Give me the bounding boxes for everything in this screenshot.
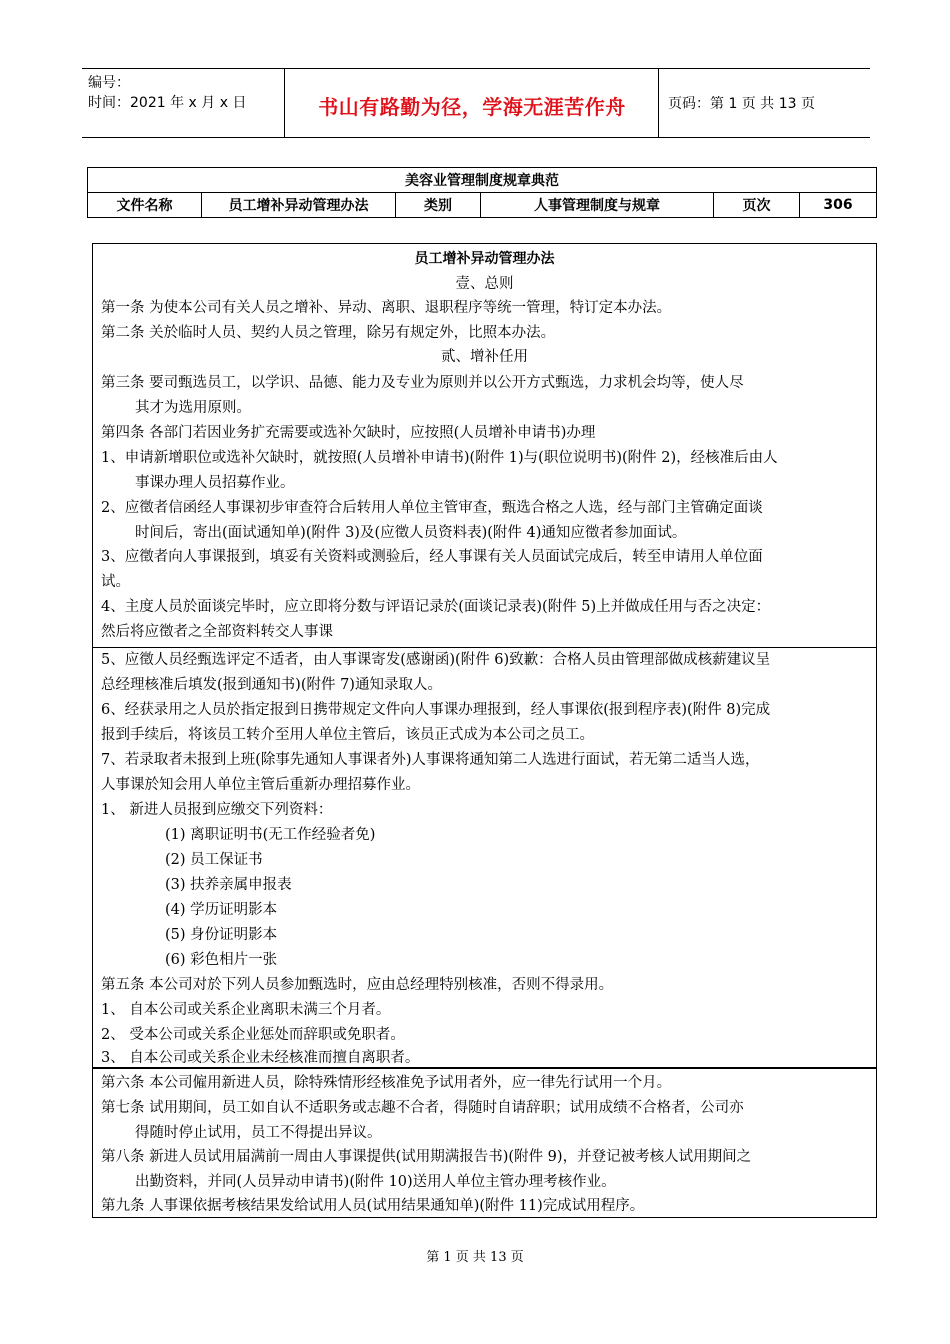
list-item: (4) 学历证明影本 <box>165 902 278 918</box>
article-3: 第三条 要司甄选员工，以学识、品德、能力及专业为原则并以公开方式甄选，力求机会均等，使人尽 <box>101 375 744 391</box>
article-3-cont: 其才为选用原则。 <box>135 400 251 416</box>
content-section-1 <box>92 243 877 648</box>
header-page-info: 页码：第 1 页 共 13 页 <box>668 96 815 112</box>
content-section-2 <box>92 648 877 1068</box>
item-1-cont: 事课办理人员招募作业。 <box>135 475 295 491</box>
list-item: (2) 员工保证书 <box>165 852 263 868</box>
item-7-cont: 人事课於知会用人单位主管后重新办理招募作业。 <box>101 777 420 793</box>
document-title: 员工增补异动管理办法 <box>414 251 555 267</box>
item-7: 7、若录取者未报到上班(除事先通知人事课者外)人事课将通知第二人选进行面试，若无第二适当人选， <box>101 752 760 768</box>
item-3: 3、应徵者向人事课报到，填妥有关资料或测验后，经人事课有关人员面试完成后，转至申请用人单位面 <box>101 549 763 565</box>
category-value: 人事管理制度与规章 <box>481 193 714 218</box>
item-2-cont: 时间后，寄出(面试通知单)(附件 3)及(应徵人员资料表)(附件 4)通知应徵者参加面试。 <box>135 525 687 541</box>
file-name-label: 文件名称 <box>88 193 202 218</box>
article-5: 第五条 本公司对於下列人员参加甄选时，应由总经理特别核准，否则不得录用。 <box>101 977 614 993</box>
item-6: 6、经获录用之人员於指定报到日携带规定文件向人事课办理报到，经人事课依(报到程序表)(附件 8)完成 <box>101 702 771 718</box>
item-5: 5、应徵人员经甄选评定不适者，由人事课寄发(感谢函)(附件 6)致歉：合格人员由管理部做成核薪建议呈 <box>101 652 771 668</box>
section-heading: 壹、总则 <box>455 276 514 292</box>
article-7-cont: 得随时停止试用，员工不得提出异议。 <box>135 1125 382 1141</box>
exception-item: 1、 自本公司或关系企业离职未满三个月者。 <box>101 1002 391 1018</box>
item-1: 1、申请新增职位或选补欠缺时，就按照(人员增补申请书)(附件 1)与(职位说明书)(附件 2)，经核准后由人 <box>101 450 778 466</box>
item-4: 4、主度人员於面谈完毕时，应立即将分数与评语记录於(面谈记录表)(附件 5)上并做成任用与否之决定： <box>101 599 771 615</box>
page-label: 页次 <box>714 193 800 218</box>
exception-item: 3、 自本公司或关系企业未经核准而擅自离职者。 <box>101 1050 420 1066</box>
page-footer: 第 1 页 共 13 页 <box>426 1250 524 1265</box>
article-1: 第一条 为使本公司有关人员之增补、异动、离职、退职程序等统一管理，特订定本办法。 <box>101 300 672 316</box>
header-divider <box>658 69 659 137</box>
item-3-cont: 试。 <box>101 574 130 590</box>
list-item: (5) 身份证明影本 <box>165 927 278 943</box>
page-number-value: 306 <box>800 193 877 218</box>
page-header <box>82 68 870 138</box>
item-5-cont: 总经理核准后填发(报到通知书)(附件 7)通知录取人。 <box>101 677 442 693</box>
category-label: 类别 <box>396 193 481 218</box>
item-2: 2、应徵者信函经人事课初步审查符合后转用人单位主管审查，甄选合格之人选，经与部门主管确定面谈 <box>101 500 763 516</box>
article-9: 第九条 人事课依据考核结果发给试用人员(试用结果通知单)(附件 11)完成试用程序。 <box>101 1198 645 1214</box>
list-item: (6) 彩色相片一张 <box>165 952 278 968</box>
list-item: (1) 离职证明书(无工作经验者免) <box>165 827 376 843</box>
document-date: 时间：2021 年 x 月 x 日 <box>88 95 247 111</box>
header-meta <box>88 73 246 113</box>
article-8: 第八条 新进人员试用届满前一周由人事课提供(试用期满报告书)(附件 9)，并登记被考核人试用期间之 <box>101 1149 752 1165</box>
exception-item: 2、 受本公司或关系企业惩处而辞职或免职者。 <box>101 1027 405 1043</box>
article-6: 第六条 本公司僱用新进人员，除特殊情形经核准免予试用者外，应一律先行试用一个月。 <box>101 1075 672 1091</box>
article-2: 第二条 关於临时人员、契约人员之管理，除另有规定外，比照本办法。 <box>101 325 556 341</box>
item-6-cont: 报到手续后，将该员工转介至用人单位主管后，该员正式成为本公司之员工。 <box>101 727 594 743</box>
required-documents-heading: 1、 新进人员报到应缴交下列资料： <box>101 802 333 818</box>
article-8-cont: 出勤资料，并同(人员异动申请书)(附件 10)送用人单位主管办理考核作业。 <box>135 1174 616 1190</box>
content-section-3 <box>92 1068 877 1218</box>
section-heading: 贰、增补任用 <box>441 349 528 365</box>
document-number: 编号： <box>88 75 130 91</box>
document-series-title: 美容业管理制度规章典范 <box>88 168 877 193</box>
file-name-value: 员工增补异动管理办法 <box>202 193 396 218</box>
article-4: 第四条 各部门若因业务扩充需要或选补欠缺时，应按照(人员增补申请书)办理 <box>101 425 596 441</box>
item-4-cont: 然后将应徵者之全部资料转交人事课 <box>101 624 333 640</box>
title-table <box>87 167 877 218</box>
list-item: (3) 扶养亲属申报表 <box>165 877 292 893</box>
header-slogan: 书山有路勤为径，学海无涯苦作舟 <box>318 95 626 119</box>
article-7: 第七条 试用期间，员工如自认不适职务或志趣不合者，得随时自请辞职；试用成绩不合格者，公司亦 <box>101 1100 744 1116</box>
